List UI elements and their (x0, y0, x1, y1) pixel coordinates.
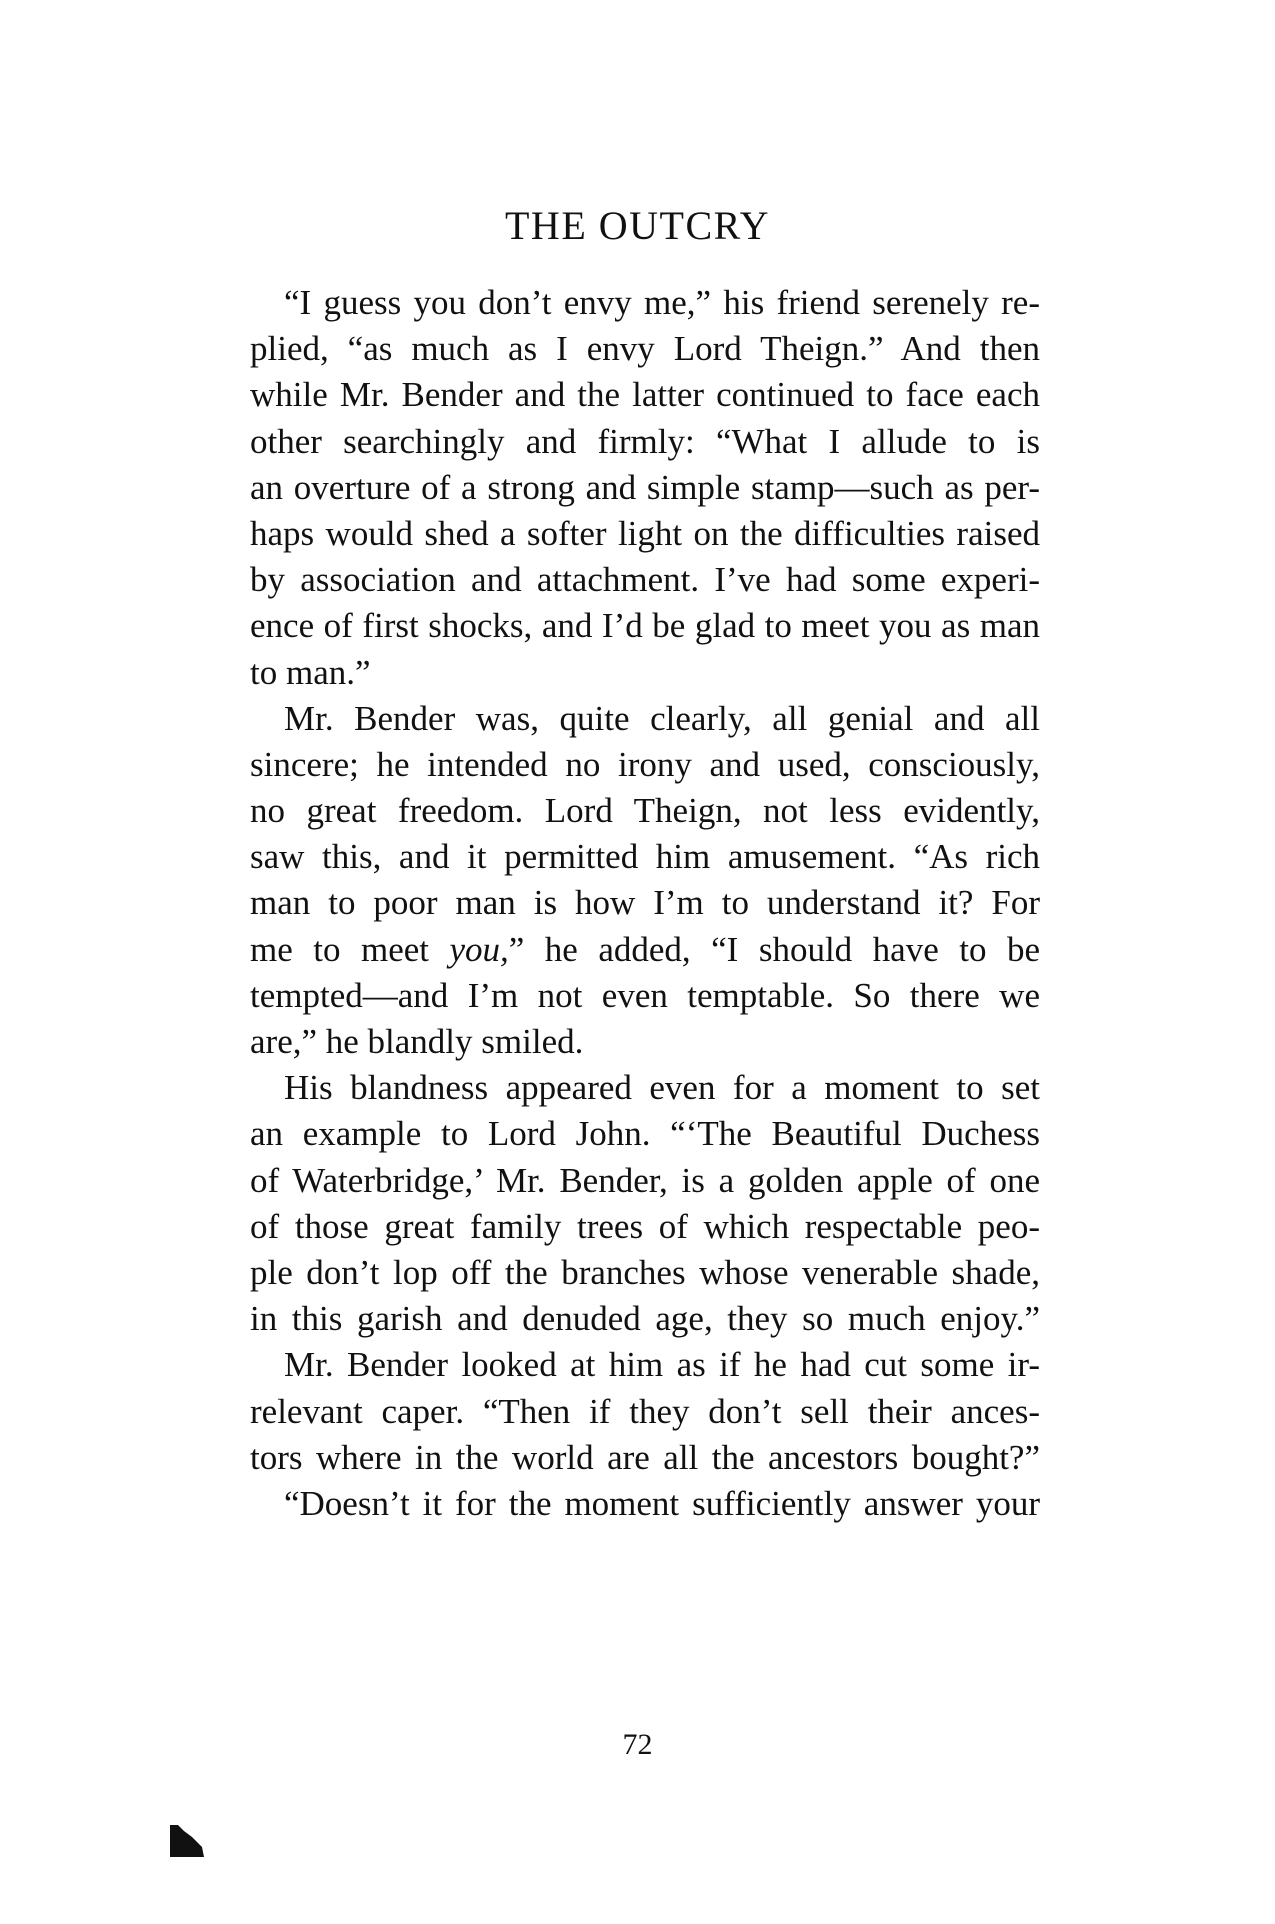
emphasis: you, (449, 929, 509, 969)
scan-mark-icon (168, 1823, 208, 1859)
text-line: an example to Lord John. “‘The Beautiful Duchess (250, 1114, 1040, 1154)
text-line: tempted—and I’m not even temptable. So there we (250, 975, 1040, 1015)
text-line: in this garish and denuded age, they so much enjoy.” (250, 1299, 1040, 1339)
text-line: Mr. Bender looked at him as if he had cut some ir- (284, 1345, 1040, 1385)
text-line: His blandness appeared even for a moment to set (284, 1068, 1040, 1108)
text-line: an overture of a strong and simple stamp—such as per- (250, 467, 1040, 507)
text-line: relevant caper. “Then if they don’t sell their ances- (250, 1391, 1040, 1431)
text-line: tors where in the world are all the ancestors bought?” (250, 1437, 1040, 1477)
text-line: “Doesn’t it for the moment sufficiently answer your (284, 1483, 1040, 1523)
page-number: 72 (622, 1728, 653, 1761)
text-line: plied, “as much as I envy Lord Theign.” And then (250, 329, 1040, 369)
text-line: saw this, and it permitted him amusement. “As rich (250, 837, 1040, 877)
text-line: ence of first shocks, and I’d be glad to meet you as man (250, 606, 1040, 646)
text-line: “I guess you don’t envy me,” his friend serenely re- (284, 283, 1040, 322)
text-line: ple don’t lop off the branches whose venerable shade, (250, 1252, 1040, 1292)
text-line: Mr. Bender was, quite clearly, all genial and all (284, 698, 1040, 738)
body-text (250, 280, 1040, 1527)
text-run: ” he added, “I should have to be (508, 929, 1040, 969)
text-line: of Waterbridge,’ Mr. Bender, is a golden apple of one (250, 1160, 1040, 1200)
running-head: THE OUTCRY (505, 203, 770, 248)
text-line: haps would shed a softer light on the difficulties raised (250, 513, 1040, 553)
text-run: me to meet (250, 929, 450, 969)
text-line: to man.” (250, 652, 371, 692)
text-line: other searchingly and firmly: “What I allude to is (250, 421, 1040, 461)
text-line: of those great family trees of which respectable peo- (250, 1206, 1040, 1246)
text-line: are,” he blandly smiled. (250, 1022, 584, 1061)
text-line: by association and attachment. I’ve had some experi- (250, 560, 1040, 600)
text-line: man to poor man is how I’m to understand it? For (250, 883, 1040, 923)
text-line: while Mr. Bender and the latter continued to face each (250, 375, 1040, 415)
text-line: sincere; he intended no irony and used, consciously, (250, 744, 1040, 784)
text-line (250, 927, 1040, 973)
text-line: no great freedom. Lord Theign, not less evidently, (250, 791, 1040, 831)
